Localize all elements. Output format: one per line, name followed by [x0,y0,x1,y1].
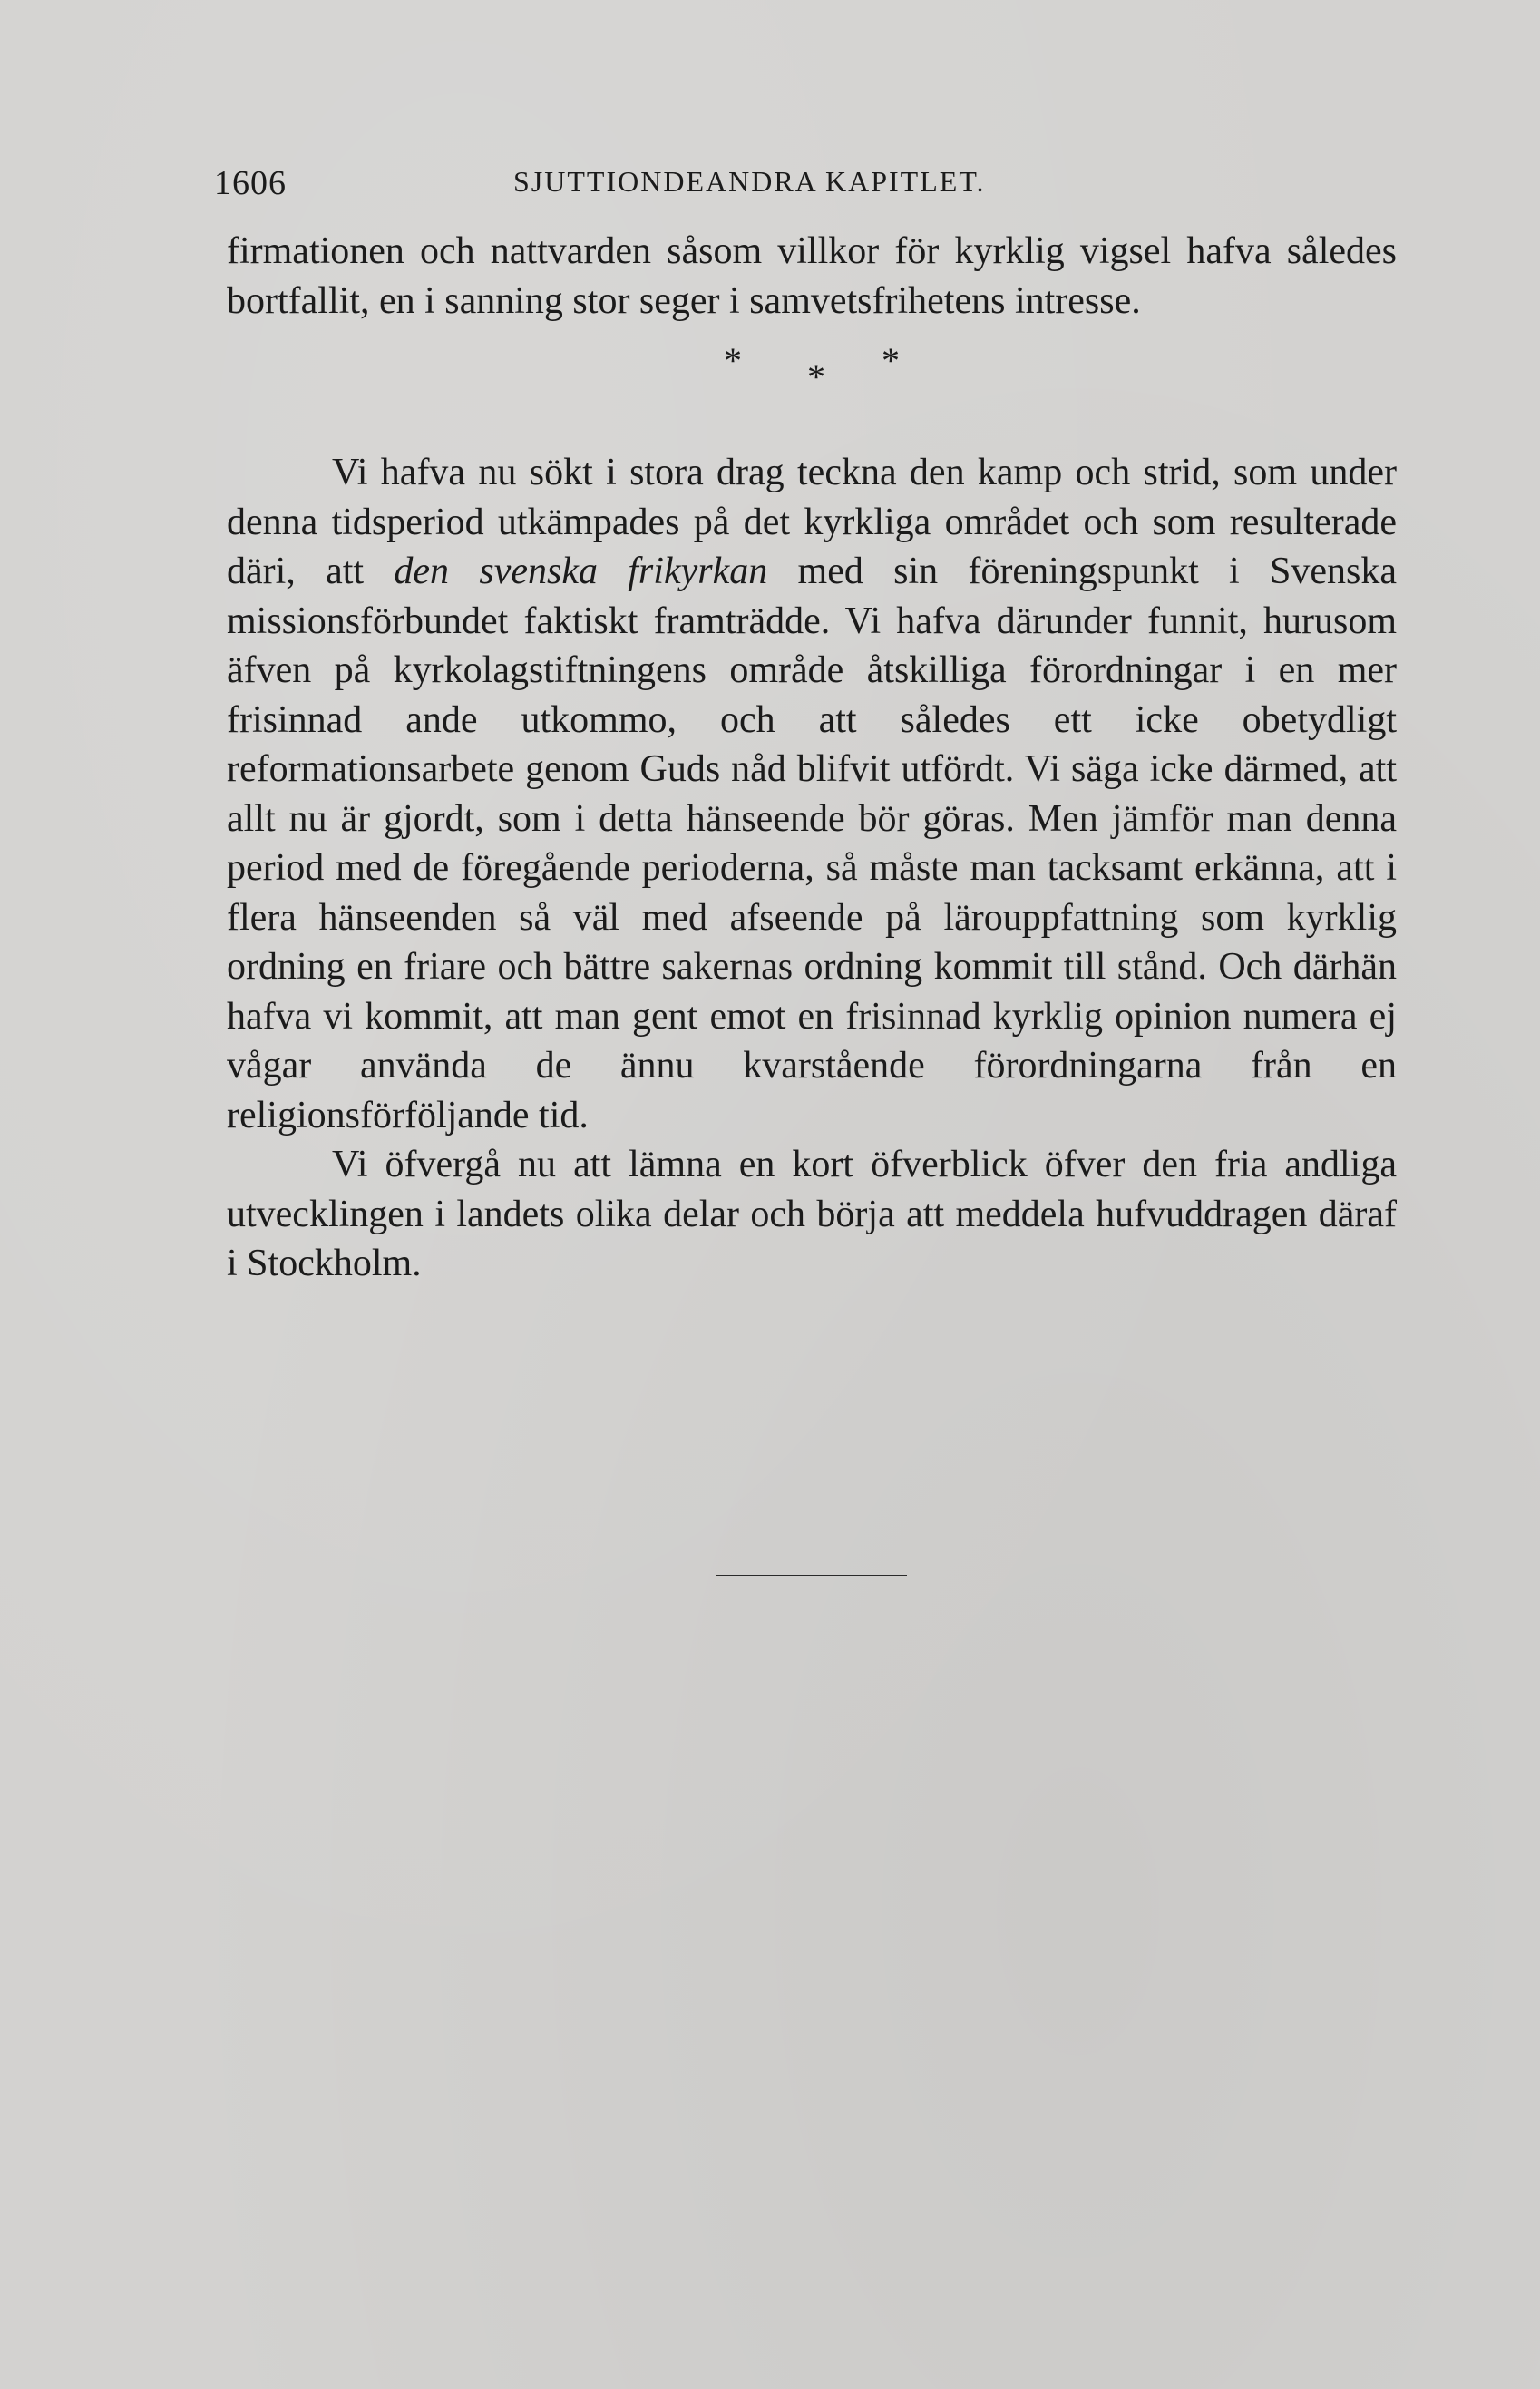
paragraph-2-part-1: Vi hafva nu sökt i stora drag teckna den kamp och strid, som under denna tidsperiod utkämpades på det kyrkliga området och som resulterade däri, att [227,452,1397,592]
asterisk-left: * [724,340,742,381]
page-header [214,163,1402,209]
end-rule [716,1575,907,1576]
body-text [227,227,1397,1289]
paragraph-1: firmationen och nattvarden såsom villkor för kyrklig vigsel hafva således bortfallit, en i sanning stor seger i samvetsfrihetens intresse. [227,230,1397,322]
paragraph-3: Vi öfvergå nu att lämna en kort öfverblick öfver den fria andliga utvecklingen i landets olika delar och börja att meddela hufvuddragen däraf i Stockholm. [227,1144,1397,1284]
page-number: 1606 [214,164,287,202]
paragraph-2-part-2: med sin föreningspunkt i Svenska missionsförbundet faktiskt framträdde. Vi hafva därunder funnit, hurusom äfven på kyrkolagstiftningens område åtskilliga förordningar i en mer frisinnad ande utkommo, och att således ett icke obetydligt reformationsarbete genom Guds nåd blifvit utfördt. Vi säga icke därmed, att allt nu är gjordt, som i detta hänseende bör göras. Men jämför man denna period med de föregående perioderna, så måste man tacksamt erkänna, att i flera hänseenden så väl med afseende på lärouppfattning som kyrklig ordning en friare och bättre sakernas ordning kommit till stånd. Och därhän hafva vi kommit, att man gent emot en frisinnad kyrklig opinion numera ej vågar använda de ännu kvarstående förordningarna från en religionsförföljande tid. [227,551,1398,1136]
running-head: SJUTTIONDEANDRA KAPITLET. [513,165,986,198]
paragraph-2-italic: den svenska frikyrkan [394,551,768,592]
asterisk-middle: * [807,356,825,397]
paragraph-2 [227,448,1397,1140]
section-break-asterisks [227,326,1397,448]
asterisk-right: * [882,340,900,381]
